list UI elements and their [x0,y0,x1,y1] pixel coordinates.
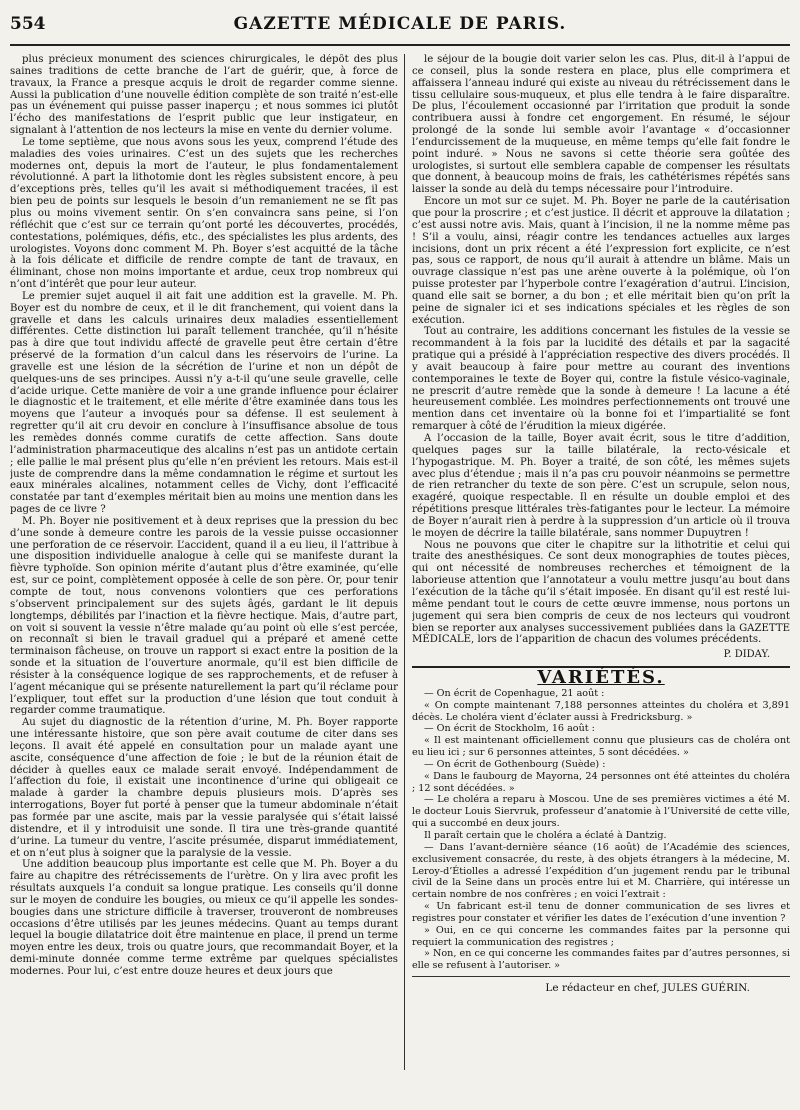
section-title: VARIÉTÉS. [537,667,665,689]
news-paragraph: « On compte maintenant 7,188 personnes atteintes du choléra et 3,891 décès. Le choléra vient d’éclater aussi à Fredricksburg. » [412,699,790,723]
news-paragraph: » Non, en ce qui concerne les commandes faites par d’autres personnes, si elle se refusent à l’autoriser. » [412,948,790,972]
news-paragraph: — On écrit de Gothenbourg (Suède) : [424,758,606,770]
paragraph: A l’occasion de la taille, Boyer avait écrit, sous le titre d’addition, quelques pages sur la taille bilatérale, la recto-vésicale et l’hypogastrique. M. Ph. Boyer a traité, de son côté, les mêmes sujets avec plus d’étendue ; mais il n’a pas cru pouvoir néanmoins se permettre de rien retrancher du texte de son père. C’est un scrupule, selon nous, exagéré, quoique respectable. Il en résulte un double emploi et des répétitions presque littérales très-fatigantes pour le lecteur. La mémoire de Boyer n’aurait rien à perdre à la suppression d’un article où il trouva le moyen de décrire la taille bilatérale, sans nommer Dupuytren ! [412,433,790,539]
news-paragraph: — Le choléra a reparu à Moscou. Une de ses premières victimes a été M. le docteur Louis Siervruk, professeur d’anatomie à l’Université de cette ville, qui a succombé en deux jours. [412,794,790,830]
paragraph: Nous ne pouvons que citer le chapitre sur la lithotritie et celui qui traite des anesthésiques. Ce sont deux monographies de toutes pièces, qui ont nécessité de nombreuses recherches et témoignent de la laborieuse attention que l’annotateur a voulu mettre jusqu’au bout dans l’exécution de la tâche qu’il s’était imposée. En disant qu’il est resté lui-même pendant tout le cours de cette œuvre immense, nous portons un jugement qui sera bien compris de ceux de nos lecteurs qui voudront bien se reporter aux analyses successivement publiées dans la GAZETTE MÉDICALE, lors de l’apparition de chacun des volumes précédents. [412,539,790,646]
news-paragraph: « Il est maintenant officiellement connu que plusieurs cas de choléra ont eu lieu ici ; sur 6 personnes atteintes, 5 sont décédées. » [412,735,790,759]
page-header [10,14,790,46]
page-number: 554 [10,14,46,34]
paragraph: le séjour de la bougie doit varier selon les cas. Plus, dit-il à l’appui de ce conseil, plus la sonde restera en place, plus elle comprimera et affaissera l’anneau induré qui existe au niveau du rétrécissement dans le tissu cellulaire sous-muqueux, et plus elle tendra à le faire disparaître. De plus, l’écoulement occasionné par l’irritation que produit la sonde contribuera aussi à fondre cet engorgement. En résumé, le séjour prolongé de la sonde lui semble avoir l’avantage « d’occasionner l’endurcissement de la muqueuse, en même temps qu’elle fait fondre le point induré. » Nous ne savons si cette théorie sera goûtée des urologistes, si surtout elle semblera capable de compenser les résultats que donnent, à beaucoup moins de frais, les cathétérismes répétés sans laisser la sonde au delà du temps nécessaire pour l’introduire. [412,54,790,196]
column-divider [404,54,405,1070]
news-paragraph: — On écrit de Stockholm, 16 août : [424,723,595,735]
paragraph: Une addition beaucoup plus importante est celle que M. Ph. Boyer a du faire au chapitre des rétrécissements de l’urètre. On y lira avec profit les résultats auxquels l’a conduit sa longue pratique. Les conseils qu’il donne sur le moyen de conduire les bougies, ou mieux ce qu’il appelle les sondes-bougies dans une stricture difficile à traverser, trouveront de nombreuses occasions d’être utilisés par les jeunes médecins. Quant au temps durant lequel la bougie dilatatrice doit être maintenue en place, il prend un terme moyen entre les deux, trois ou quatre jours, que recommandait Boyer, et la demi-minute donnée comme terme extrême par quelques spécialistes modernes. Pour lui, c’est entre douze heures et deux jours que [10,859,398,977]
news-paragraph: « Dans le faubourg de Mayorna, 24 personnes ont été atteintes du choléra ; 12 sont décédées. » [412,770,790,794]
journal-title: GAZETTE MÉDICALE DE PARIS. [233,14,567,34]
editor-line: Le rédacteur en chef, JULES GUÉRIN. [545,982,750,995]
paragraph: Encore un mot sur ce sujet. M. Ph. Boyer ne parle de la cautérisation que pour la proscrire ; et c’est justice. Il décrit et approuve la dilatation ; c’est aussi notre avis. Mais, quant à l’incision, il ne la nomme même pas ! S’il a voulu, ainsi, réagir contre les tendances actuelles aux larges incisions, dont un prix récent a été l’expression fort explicite, ce n’est pas, sous ce rapport, de nous qu’il aurait à attendre un blâme. Mais un ouvrage classique n’est pas une arène ouverte à la polémique, où l’on puisse protester par l’hyperbole contre l’exagération d’autrui. L’incision, quand elle sait se borner, a du bon ; et elle méritait bien qu’on prît la peine de signaler ici et ses indications spéciales et les règles de son exécution. [412,196,790,326]
paragraph: Le tome septième, que nous avons sous les yeux, comprend l’étude des maladies des voies urinaires. C’est un des sujets que les recherches modernes ont, depuis la mort de l’auteur, le plus fondamentalement révolutionné. A part la lithotomie dont les règles subsistent encore, à peu d’exceptions près, telles qu’il les avait si méthodiquement tracées, il est bien peu de points sur lesquels le besoin d’un remaniement ne se fît pas plus ou moins vivement sentir. On s’en convaincra sans peine, si l’on réfléchit que c’est sur ce terrain qu’ont porté les découvertes, procédés, contestations, polémiques, défis, etc., des spécialistes les plus ardents, des urologistes. Voyons donc comment M. Ph. Boyer s’est acquitté de la tâche à la fois délicate et difficile de rendre compte de tant de travaux, en éliminant, chose non moins importante et ardue, ceux trop nombreux qui n’ont d’intérêt que pour leur auteur. [10,136,398,291]
left-column [10,54,398,1102]
news-paragraph: Il paraît certain que le choléra a éclaté à Dantzig. [424,830,667,841]
news-paragraph: « Un fabricant est-il tenu de donner communication de ses livres et registres pour constater et vérifier les dates de l’exécution d’une invention ? [412,901,790,924]
news-paragraph: » Oui, en ce qui concerne les commandes faites par la personne qui requiert la communication des registres ; [412,924,790,948]
paragraph: M. Ph. Boyer nie positivement et à deux reprises que la pression du bec d’une sonde à demeure contre les parois de la vessie puisse occasionner une perforation de ce réservoir. L’accident, quand il a eu lieu, il l’attribue à une disposition individuelle analogue à celle qui se manifeste durant la fièvre typhoïde. Son opinion mérite d’autant plus d’être examinée, qu’elle est, sur ce point, complètement opposée à celle de son père. Or, pour tenir compte de tout, nous convenons volontiers que ces perforations s’observent principalement sur des sujets âgés, gardant le lit depuis longtemps, débilités par l’inaction et la fièvre hectique. Mais, d’autre part, on voit si souvent la vessie n’être malade qu’au point où elle s’est percée, on reconnaît si bien le travail graduel qui a préparé et amené cette terminaison fâcheuse, on trouve un rapport si exact entre la position de la sonde et la situation de l’ouverture anormale, qu’il est bien difficile de résister à la conséquence logique de ses rapprochements, et de refuser à l’agent mécanique qui se présente naturellement la part qu’il réclame pour l’expliquer, tout effet sur la production d’une lésion que tout conduit à regarder comme traumatique. [10,515,398,717]
paragraph: Le premier sujet auquel il ait fait une addition est la gravelle. M. Ph. Boyer est du nombre de ceux, et il le dit franchement, qui voient dans la gravelle et dans les calculs urinaires deux maladies essentiellement différentes. Cette distinction lui paraît tellement tranchée, qu’il n’hésite pas à dire que tout individu affecté de gravelle peut être certain d’être préservé de la formation d’un calcul dans les réservoirs de l’urine. La gravelle est une lésion de la sécrétion de l’urine et non un dépôt de quelques-uns de ses principes. Aussi n’y a-t-il qu’une seule gravelle, celle d’acide urique. Cette manière de voir a une grande influence pour éclairer le diagnostic et le traitement, et elle mérite d’être examinée dans tous les moyens que l’auteur a invoqués pour sa défense. Il est seulement à regretter qu’il ait cru devoir en conclure à l’insuffisance absolue de tous les remèdes donnés comme curatifs de cette affection. Sans doute l’administration pharmaceutique des alcalins n’est pas un antidote certain ; elle pallie le mal présent plus qu’elle n’en prévient les retours. Mais est-il juste de comprendre dans la même condamnation le régime et surtout les eaux minérales alcalines, notamment celles de Vichy, dont l’efficacité constatée par tant d’exemples méritait bien au moins une mention dans les pages de ce livre ? [10,290,398,516]
editor-divider [412,976,790,977]
paragraph: Au sujet du diagnostic de la rétention d’urine, M. Ph. Boyer rapporte une intéressante histoire, que son père avait coutume de citer dans ses leçons. Il avait été appelé en consultation pour un malade ayant une ascite, conséquence d’une affection de foie ; le but de la réunion était de décider à quelles eaux ce malade serait envoyé. Indépendamment de l’affection du foie, il existait une incontinence d’urine qui obligeait ce malade à garder la chambre depuis plusieurs mois. D’après ses interrogations, Boyer fut porté à penser que la tumeur abdominale n’était pas formée par une ascite, mais par la vessie paralysée qui s’était laissé distendre, et il y introduisit une sonde. Il tira une très-grande quantité d’urine. La tumeur du ventre, l’ascite présumée, disparut immédiatement, et on n’eut plus à soigner que la paralysie de la vessie. [10,717,398,859]
news-paragraph: — On écrit de Copenhague, 21 août : [424,687,605,699]
paragraph: plus précieux monument des sciences chirurgicales, le dépôt des plus saines traditions de cette branche de l’art de guérir, que, à force de travaux, la France a presque acquis le droit de regarder comme sienne. Aussi la publication d’une nouvelle édition complète de son traité n’est-elle pas un événement qui puisse passer inaperçu ; et nous sommes ici plutôt l’écho des manifestations de l’esprit public que leur instigateur, en signalant à l’attention de nos lecteurs la mise en vente du dernier volume. [10,54,398,137]
right-column [412,54,790,1102]
paragraph: Tout au contraire, les additions concernant les fistules de la vessie se recommandent à la fois par la lucidité des détails et par la sagacité pratique qui a présidé à l’appréciation respective des divers procédés. Il y avait beaucoup à faire pour mettre au courant des inventions contemporaines le texte de Boyer qui, contre la fistule vésico-vaginale, ne prescrit d’autre remède que la sonde à demeure ! La lacune a été heureusement comblée. Les moindres perfectionnements ont trouvé une mention dans cet inventaire où la bonne foi et l’impartialité se font remarquer à côté de l’érudition la mieux digérée. [412,326,790,433]
author-signature: P. DIDAY. [723,649,770,661]
news-paragraph: — Dans l’avant-dernière séance (16 août) de l’Académie des sciences, exclusivement consacrée, du reste, à des objets étrangers à la médecine, M. Leroy-d’Étiolles a adressé l’expédition d’un jugement rendu par le tribunal civil de la Seine dans un procès entre lui et M. Charrière, qui intéresse un certain nombre de nos confrères ; en voici l’extrait : [412,841,790,901]
varietes-section [412,688,790,972]
